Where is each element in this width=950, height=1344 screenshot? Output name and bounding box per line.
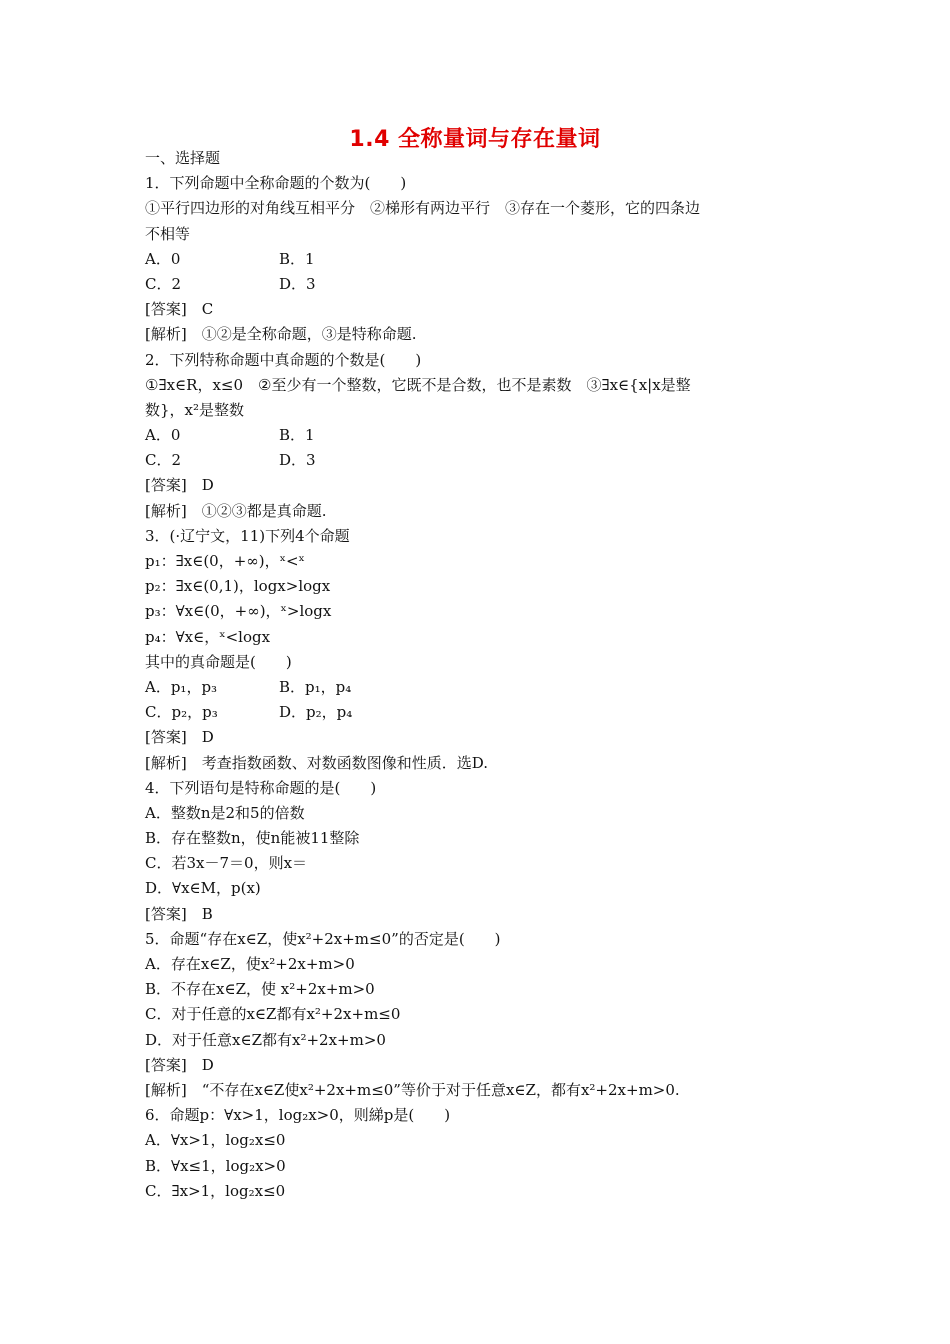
option: C．2 <box>145 274 182 293</box>
proposition-p1: p₁：∃x∈(0，+∞)，ˣ<ˣ <box>145 552 305 570</box>
analysis: [解析] “不存在x∈Z使x²+2x+m≤0”等价于对于任意x∈Z，都有x²+2x+m>0. <box>145 1080 680 1099</box>
question-6: 6．命题p：∀x>1，log₂x>0，则綈p是( ) <box>145 1106 451 1125</box>
page-title: 1.4 全称量词与存在量词 <box>349 127 601 152</box>
question-4: 4．下列语句是特称命题的是( ) <box>145 778 377 797</box>
option: B．1 <box>279 426 315 445</box>
option: C．若3x－7＝0，则x＝ <box>145 854 308 873</box>
question-1: 1．下列命题中全称命题的个数为( ) <box>145 174 407 193</box>
question-1-stem-cont: 不相等 <box>145 224 191 243</box>
option: D．∀x∈M，p(x) <box>145 879 261 898</box>
answer: [答案] B <box>145 904 213 923</box>
section-heading: 一、选择题 <box>145 149 221 167</box>
proposition-p3: p₃：∀x∈(0，+∞)，ˣ>logx <box>145 602 332 621</box>
question-1-stem: ①平行四边形的对角线互相平分 ②梯形有两边平行 ③存在一个菱形，它的四条边 <box>145 199 701 218</box>
option: A．0 <box>145 249 181 268</box>
question-3-prompt: 其中的真命题是( ) <box>145 652 292 671</box>
option: C．对于任意的x∈Z都有x²+2x+m≤0 <box>145 1005 401 1024</box>
option: C．∃x>1，log₂x≤0 <box>145 1181 286 1200</box>
option: A．0 <box>145 426 181 445</box>
analysis: [解析] ①②是全称命题，③是特称命题. <box>145 325 417 344</box>
question-2-stem: ①∃x∈R，x≤0 ②至少有一个整数，它既不是合数，也不是素数 ③∃x∈{x|x是整 <box>145 375 691 394</box>
question-2: 2．下列特称命题中真命题的个数是( ) <box>145 350 422 369</box>
option: A．存在x∈Z，使x²+2x+m>0 <box>145 955 355 973</box>
option: D．3 <box>279 274 316 293</box>
answer: [答案] D <box>145 476 214 495</box>
option: B．∀x≤1，log₂x>0 <box>145 1156 286 1175</box>
analysis: [解析] ①②③都是真命题. <box>145 501 327 520</box>
option: A．整数n是2和5的倍数 <box>145 803 305 822</box>
question-2-stem-cont: 数}，x²是整数 <box>145 400 245 419</box>
option: D．对于任意x∈Z都有x²+2x+m>0 <box>145 1030 386 1049</box>
option: B．存在整数n，使n能被11整除 <box>145 829 360 848</box>
option: B．1 <box>279 249 315 268</box>
option: D．3 <box>279 451 316 470</box>
option: A．p₁，p₃ <box>145 677 218 696</box>
option: C．p₂，p₃ <box>145 703 218 722</box>
option: B．不存在x∈Z，使 x²+2x+m>0 <box>145 980 375 999</box>
answer: [答案] C <box>145 300 214 319</box>
answer: [答案] D <box>145 1055 214 1074</box>
option: D．p₂，p₄ <box>279 703 353 722</box>
analysis: [解析] 考查指数函数、对数函数图像和性质．选D. <box>145 753 488 772</box>
document-body <box>145 146 815 1204</box>
option: B．p₁，p₄ <box>279 677 352 696</box>
question-5: 5．命题“存在x∈Z，使x²+2x+m≤0”的否定是( ) <box>145 929 501 948</box>
option: A．∀x>1，log₂x≤0 <box>145 1131 286 1150</box>
option: C．2 <box>145 451 182 470</box>
proposition-p4: p₄：∀x∈，ˣ<logx <box>145 627 271 646</box>
question-3: 3．(·辽宁文，11)下列4个命题 <box>145 526 350 545</box>
proposition-p2: p₂：∃x∈(0,1)，logx>logx <box>145 577 331 596</box>
answer: [答案] D <box>145 728 214 747</box>
